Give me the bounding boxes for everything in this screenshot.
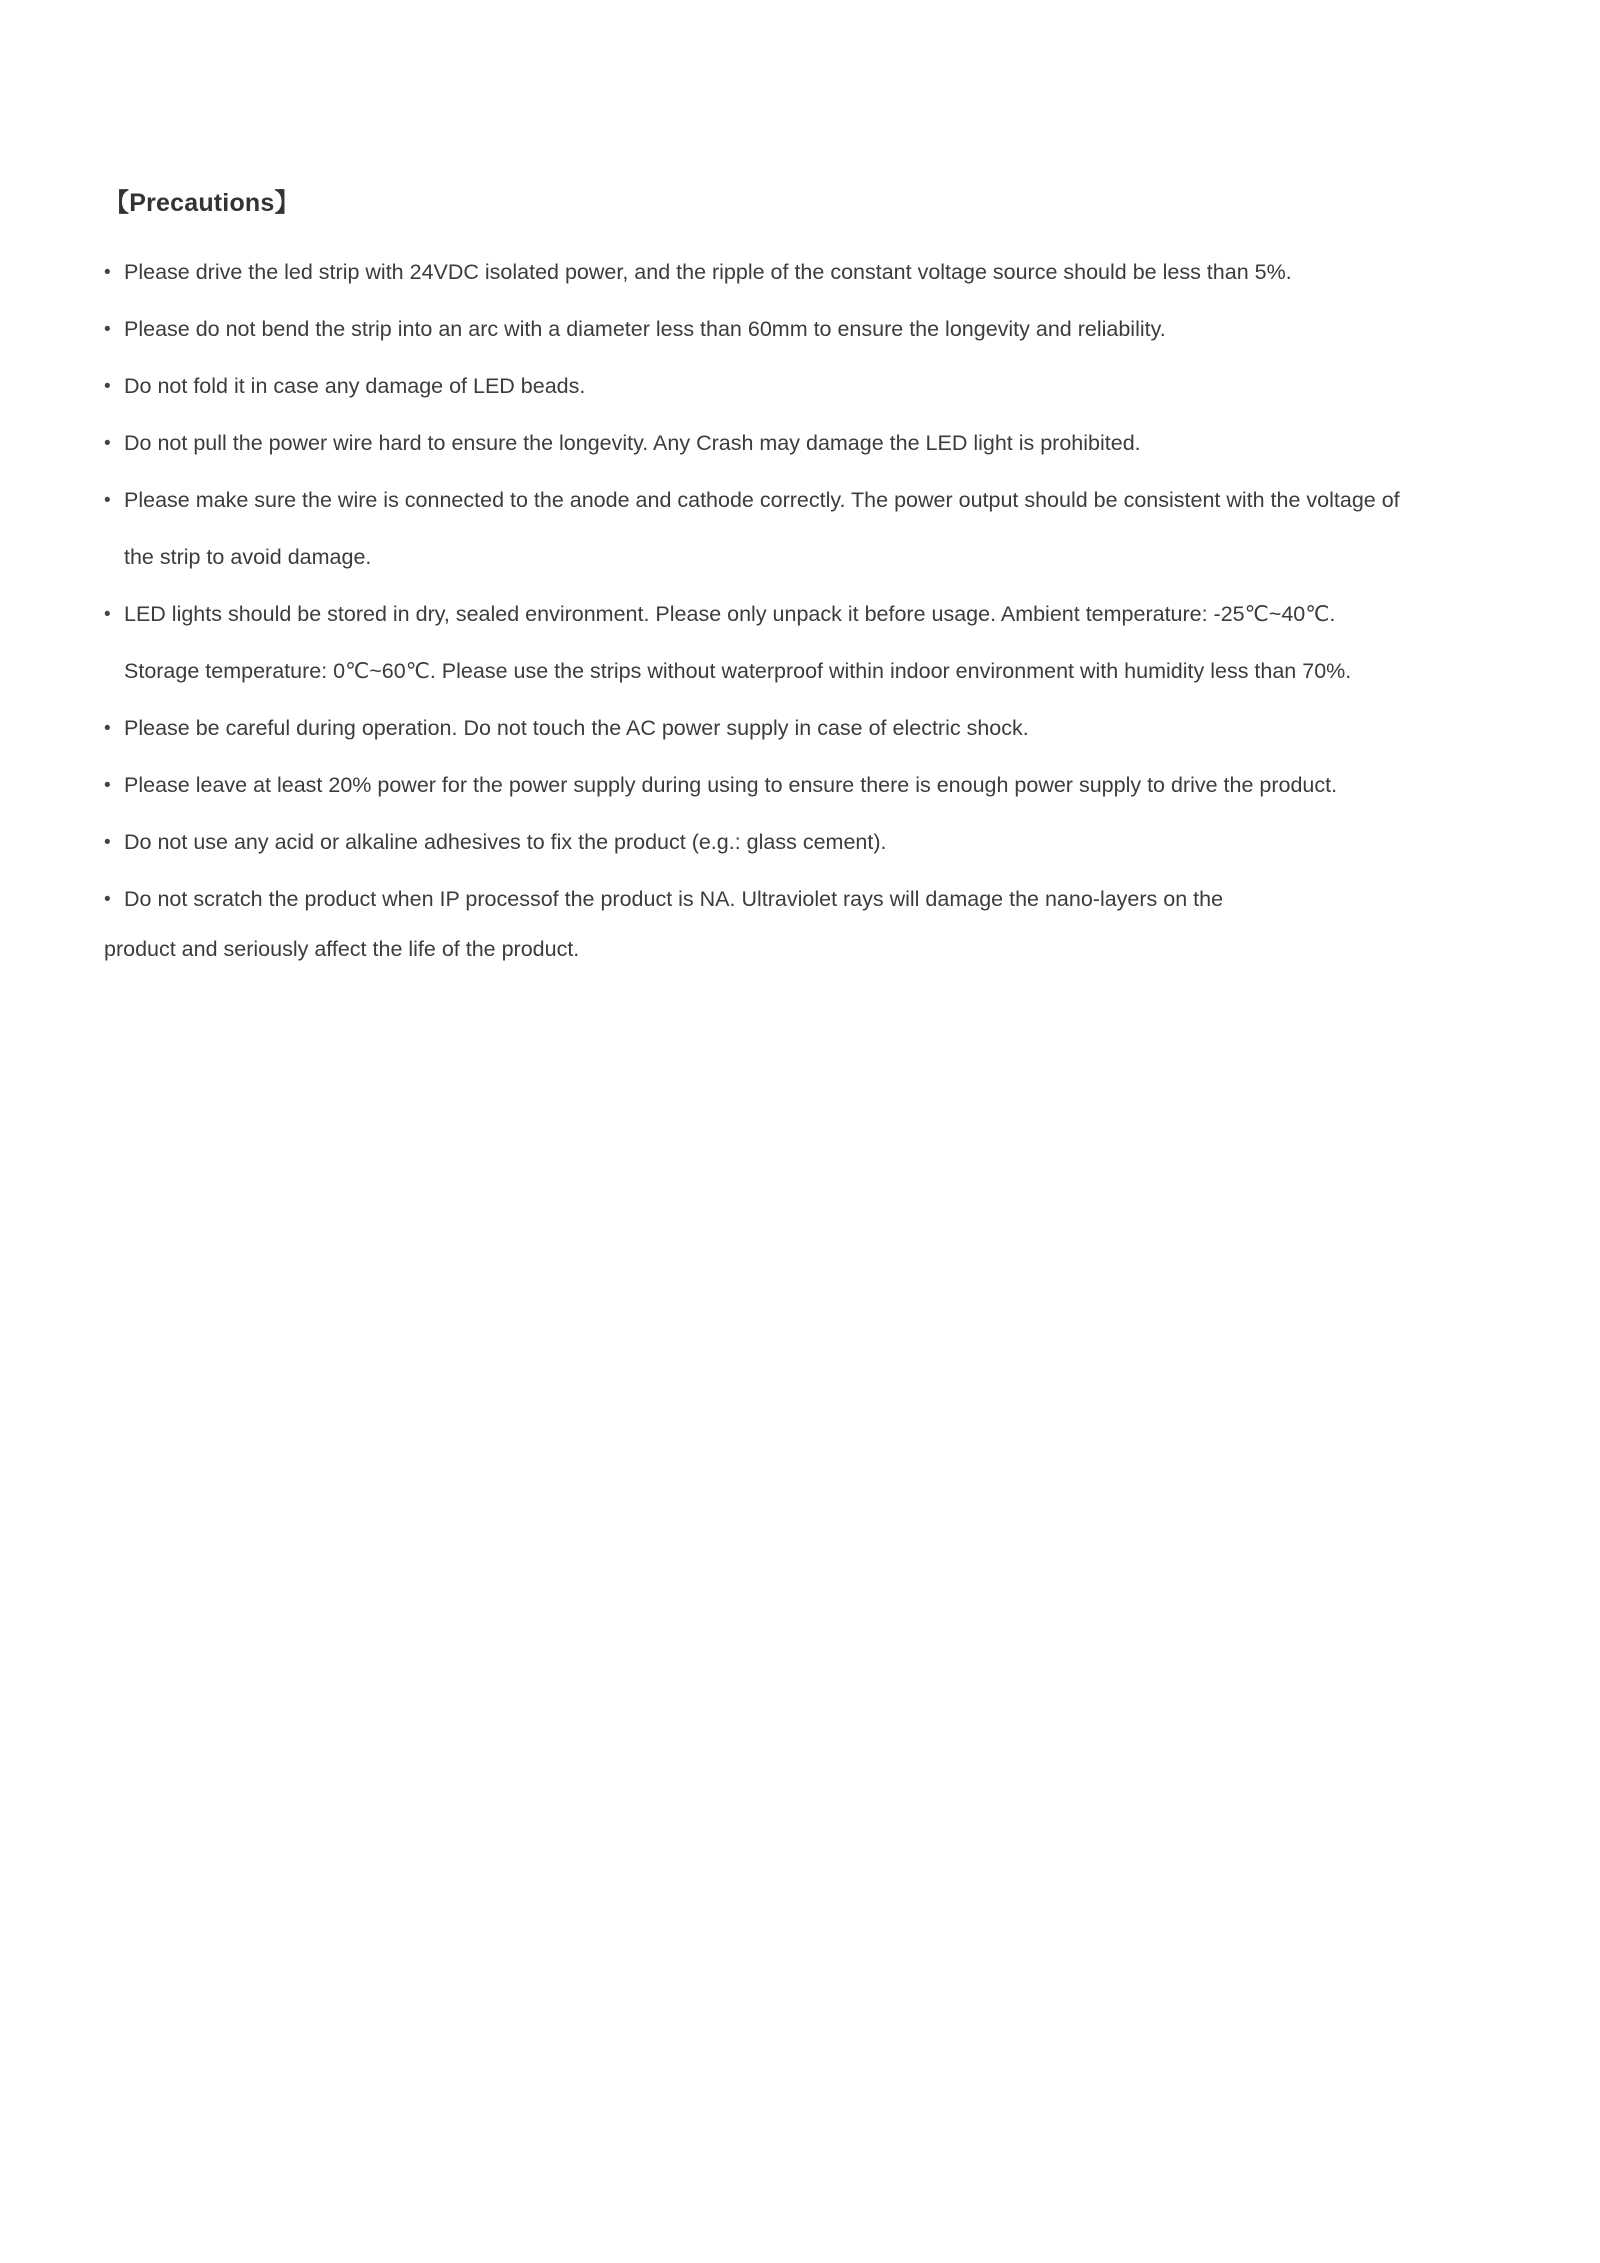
list-item-text: Please make sure the wire is connected to the anode and cathode correctly. The power output should be consistent with the voltage of the strip to avoid damage. <box>124 488 1400 569</box>
bullet-icon: • <box>104 604 111 625</box>
list-item <box>104 757 1404 814</box>
bullet-icon: • <box>104 319 111 340</box>
section-heading: 【Precautions】 <box>104 189 300 217</box>
bullet-icon: • <box>104 376 111 397</box>
bullet-icon: • <box>104 433 111 454</box>
list-item <box>104 415 1404 472</box>
list-item <box>104 301 1404 358</box>
list-item-text: LED lights should be stored in dry, sealed environment. Please only unpack it before usage. Ambient temperature: -25℃~40℃. Storage temperature: 0℃~60℃. Please use the strips without waterproof within indoor environment with humidity less than 70%. <box>124 602 1352 683</box>
list-item-text: Please do not bend the strip into an arc with a diameter less than 60mm to ensure the longevity and reliability. <box>124 317 1166 341</box>
list-item-text: Please drive the led strip with 24VDC isolated power, and the ripple of the constant voltage source should be less than 5%. <box>124 260 1292 284</box>
list-item-text: Please be careful during operation. Do not touch the AC power supply in case of electric shock. <box>124 716 1029 740</box>
bullet-icon: • <box>104 262 111 283</box>
list-item-text: Please leave at least 20% power for the power supply during using to ensure there is enough power supply to drive the product. <box>124 773 1338 797</box>
list-item <box>104 871 1404 974</box>
list-item <box>104 244 1404 301</box>
list-item <box>104 700 1404 757</box>
bullet-icon: • <box>104 718 111 739</box>
list-item <box>104 472 1404 586</box>
list-item <box>104 358 1404 415</box>
list-item-text: Do not fold it in case any damage of LED beads. <box>124 374 586 398</box>
list-item-text: Do not use any acid or alkaline adhesives to fix the product (e.g.: glass cement). <box>124 830 887 854</box>
bullet-icon: • <box>104 889 111 910</box>
list-item-text: Do not scratch the product when IP processof the product is NA. Ultraviolet rays will damage the nano-layers on the <box>124 887 1224 911</box>
bullet-icon: • <box>104 490 111 511</box>
bullet-icon: • <box>104 832 111 853</box>
bullet-icon: • <box>104 775 111 796</box>
list-item-continuation: product and seriously affect the life of the product. <box>104 937 580 961</box>
precautions-list <box>104 244 1404 974</box>
list-item <box>104 586 1404 700</box>
list-item <box>104 814 1404 871</box>
list-item-text: Do not pull the power wire hard to ensure the longevity. Any Crash may damage the LED light is prohibited. <box>124 431 1141 455</box>
